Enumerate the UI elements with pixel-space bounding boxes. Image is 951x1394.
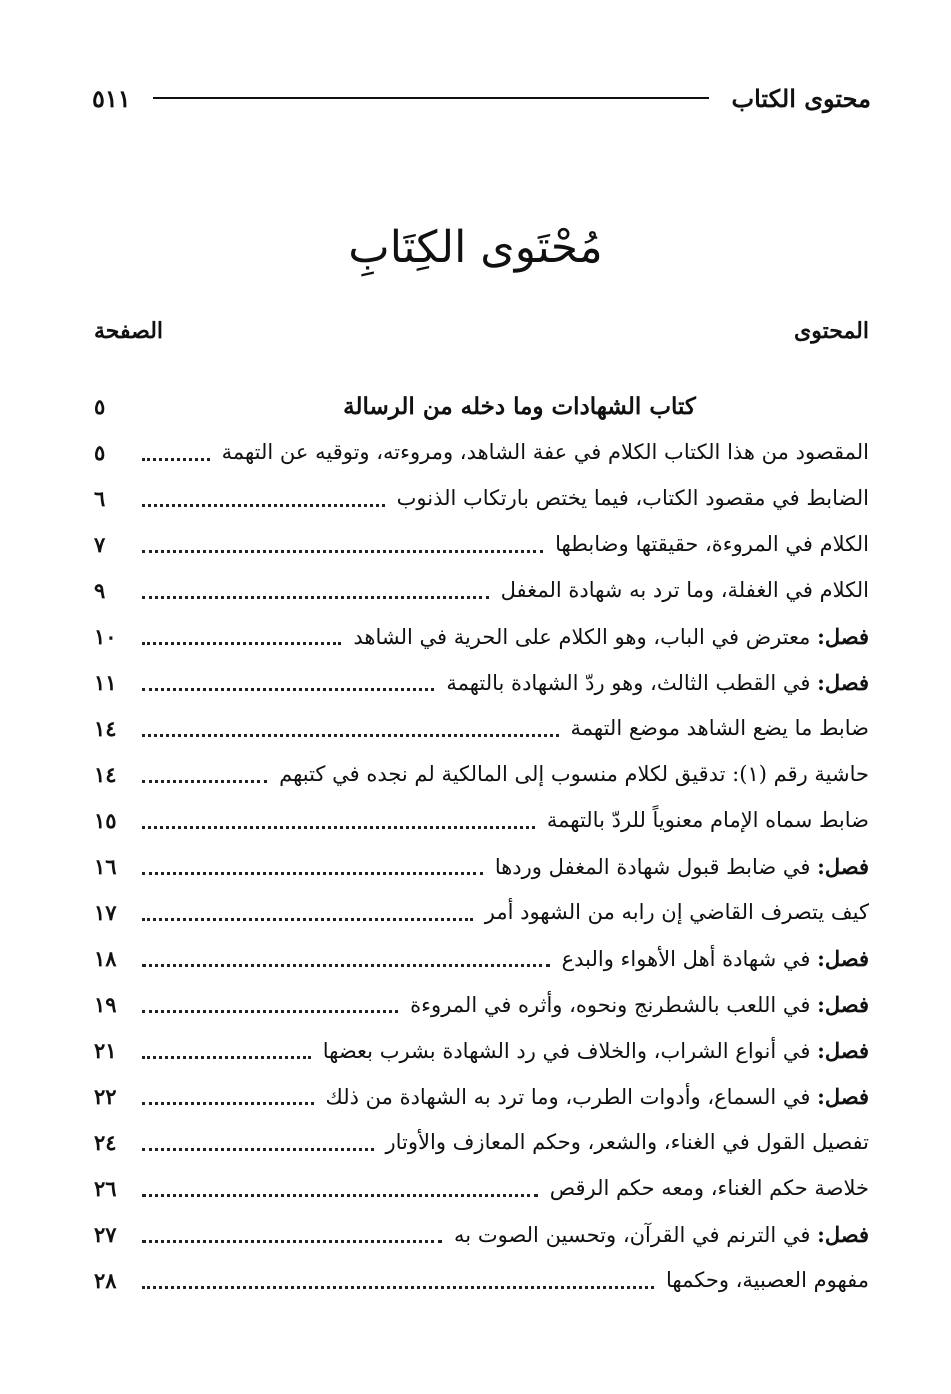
toc-entry-prefix: فصل:: [817, 991, 869, 1017]
toc-entry: [94, 1119, 869, 1165]
toc-entry: [94, 567, 869, 613]
dot-leader: [142, 1010, 398, 1013]
toc-entry-label: [454, 1222, 869, 1247]
toc-entry-text: في شهادة أهل الأهواء والبدع: [561, 946, 811, 971]
toc-entry: [94, 935, 869, 981]
toc-entry-label: [485, 900, 869, 924]
toc-entry-text: في الترنم في القرآن، وتحسين الصوت به: [454, 1222, 811, 1247]
dot-leader: [142, 458, 210, 461]
dot-leader: [142, 1056, 311, 1059]
toc-entry-label: [571, 716, 869, 740]
dot-leader: [142, 964, 550, 967]
toc-entry-label: [222, 440, 869, 464]
toc-entry-label: [326, 1084, 869, 1109]
dot-leader: [142, 780, 267, 783]
toc-entry-page: ٢٦: [94, 1175, 117, 1201]
toc-entry-page: ١٨: [94, 945, 117, 971]
toc-entry-label: [446, 670, 869, 695]
toc-entry-text: معترض في الباب، وهو الكلام على الحرية في الشاهد: [353, 624, 811, 649]
toc-entry-prefix: فصل:: [817, 1037, 869, 1063]
toc-entry: [94, 797, 869, 843]
toc-entry-prefix: فصل:: [817, 1083, 869, 1109]
toc-entry: [94, 475, 869, 521]
toc-entry: [94, 613, 869, 659]
toc-entry-page: ١٦: [94, 853, 117, 879]
toc-entry-page: ٢٧: [94, 1221, 117, 1247]
dot-leader: [142, 918, 473, 921]
toc-entry: [94, 705, 869, 751]
toc-entry-page: ١٤: [94, 761, 117, 787]
toc-entry-label: [555, 532, 869, 556]
dot-leader: [142, 1194, 538, 1197]
toc-entry: [94, 1211, 869, 1257]
dot-leader: [142, 872, 483, 875]
toc-entry-prefix: فصل:: [817, 623, 869, 649]
dot-leader: [142, 688, 434, 691]
toc-entry-prefix: فصل:: [817, 945, 869, 971]
toc-entry-label: [410, 992, 869, 1017]
table-of-contents: [94, 383, 869, 1303]
toc-entry: [94, 751, 869, 797]
toc-entry-text: ضابط ما يضع الشاهد موضع التهمة: [570, 716, 869, 740]
toc-entry-text: في اللعب بالشطرنج ونحوه، وأثره في المروءة: [410, 992, 811, 1017]
toc-entry-page: ١٤: [94, 715, 117, 741]
toc-entry-page: ١٥: [94, 807, 117, 833]
toc-entry: [94, 521, 869, 567]
toc-entry-text: كيف يتصرف القاضي إن رابه من الشهود أمر: [484, 900, 869, 924]
toc-entry-page: ٢٨: [94, 1267, 117, 1293]
toc-entry-page: ١٩: [94, 991, 117, 1017]
toc-entry: [94, 1073, 869, 1119]
toc-entry-page: ٧: [94, 531, 106, 557]
toc-entry: [94, 1027, 869, 1073]
column-headings: [94, 318, 869, 344]
toc-entry-label: [501, 578, 869, 602]
toc-entry: [94, 889, 869, 935]
running-header-title: محتوى الكتاب: [731, 83, 871, 113]
page-title: مُحْتَوى الكِتَابِ: [348, 222, 603, 273]
toc-entry-text: الكلام في الغفلة، وما ترد به شهادة المغفل: [500, 578, 869, 602]
toc-entry-page: ٢١: [94, 1037, 117, 1063]
toc-entry-prefix: فصل:: [817, 1221, 869, 1247]
toc-entry: [94, 429, 869, 475]
toc-entry-label: [386, 1130, 870, 1154]
toc-entry-label: [666, 1268, 869, 1292]
dot-leader: [142, 1240, 442, 1243]
toc-entry: [94, 1257, 869, 1303]
toc-entry-text: في ضابط قبول شهادة المغفل وردها: [494, 854, 811, 879]
running-header: [92, 78, 871, 118]
toc-entry-label: [562, 946, 869, 971]
dot-leader: [142, 642, 341, 645]
dot-leader: [142, 550, 543, 553]
toc-entry-label: [397, 486, 869, 510]
toc-section-heading-label: كتاب الشهادات وما دخله من الرسالة: [343, 392, 696, 420]
toc-entry-label: [495, 854, 869, 879]
toc-section-heading: [94, 383, 869, 429]
toc-entry-page: ٩: [94, 577, 106, 603]
toc-section-heading-page: ٥: [94, 393, 106, 419]
toc-entry-text: ضابط سماه الإمام معنوياً للردّ بالتهمة: [546, 808, 869, 832]
toc-entry-label: [547, 808, 869, 832]
running-header-page-number: ٥١١: [92, 83, 131, 113]
toc-entry-page: ٢٤: [94, 1129, 117, 1155]
toc-entry-label: [323, 1038, 869, 1063]
toc-entry-page: ١٧: [94, 899, 117, 925]
dot-leader: [142, 734, 559, 737]
toc-entry-text: حاشية رقم (١): تدقيق لكلام منسوب إلى المالكية لم نجده في كتبهم: [279, 762, 869, 786]
toc-entry-text: في القطب الثالث، وهو ردّ الشهادة بالتهمة: [446, 670, 811, 695]
toc-entry-page: ٥: [94, 439, 106, 465]
toc-entry-text: الكلام في المروءة، حقيقتها وضابطها: [555, 532, 869, 556]
page-column-heading: الصفحة: [94, 318, 164, 344]
toc-entry-label: [279, 762, 869, 786]
dot-leader: [142, 596, 489, 599]
toc-entry: [94, 843, 869, 889]
toc-entry-text: الضابط في مقصود الكتاب، فيما يختص بارتكاب الذنوب: [396, 486, 869, 510]
toc-entry-text: مفهوم العصبية، وحكمها: [666, 1268, 869, 1292]
dot-leader: [142, 504, 385, 507]
toc-entry-prefix: فصل:: [817, 853, 869, 879]
toc-entry-prefix: فصل:: [817, 669, 869, 695]
dot-leader: [142, 826, 535, 829]
toc-entry-page: ١١: [94, 669, 117, 695]
toc-entry-text: في السماع، وأدوات الطرب، وما ترد به الشهادة من ذلك: [325, 1084, 811, 1109]
toc-entry-page: ١٠: [94, 623, 117, 649]
toc-entry-page: ٢٢: [94, 1083, 117, 1109]
toc-entry: [94, 981, 869, 1027]
toc-entry-label: [353, 624, 869, 649]
toc-entry: [94, 659, 869, 705]
content-column-heading: المحتوى: [794, 318, 869, 344]
toc-entry-text: في أنواع الشراب، والخلاف في رد الشهادة بشرب بعضها: [322, 1038, 811, 1063]
toc-entry: [94, 1165, 869, 1211]
dot-leader: [142, 1148, 374, 1151]
toc-entry-page: ٦: [94, 485, 106, 511]
toc-entry-label: [550, 1176, 869, 1200]
dot-leader: [142, 1102, 314, 1105]
dot-leader: [142, 1286, 654, 1289]
toc-entry-text: تفصيل القول في الغناء، والشعر، وحكم المعازف والأوتار: [385, 1130, 869, 1154]
header-rule: [153, 97, 710, 99]
toc-entry-text: خلاصة حكم الغناء، ومعه حكم الرقص: [549, 1176, 869, 1200]
toc-entry-text: المقصود من هذا الكتاب الكلام في عفة الشاهد، ومروءته، وتوقيه عن التهمة: [221, 440, 869, 464]
